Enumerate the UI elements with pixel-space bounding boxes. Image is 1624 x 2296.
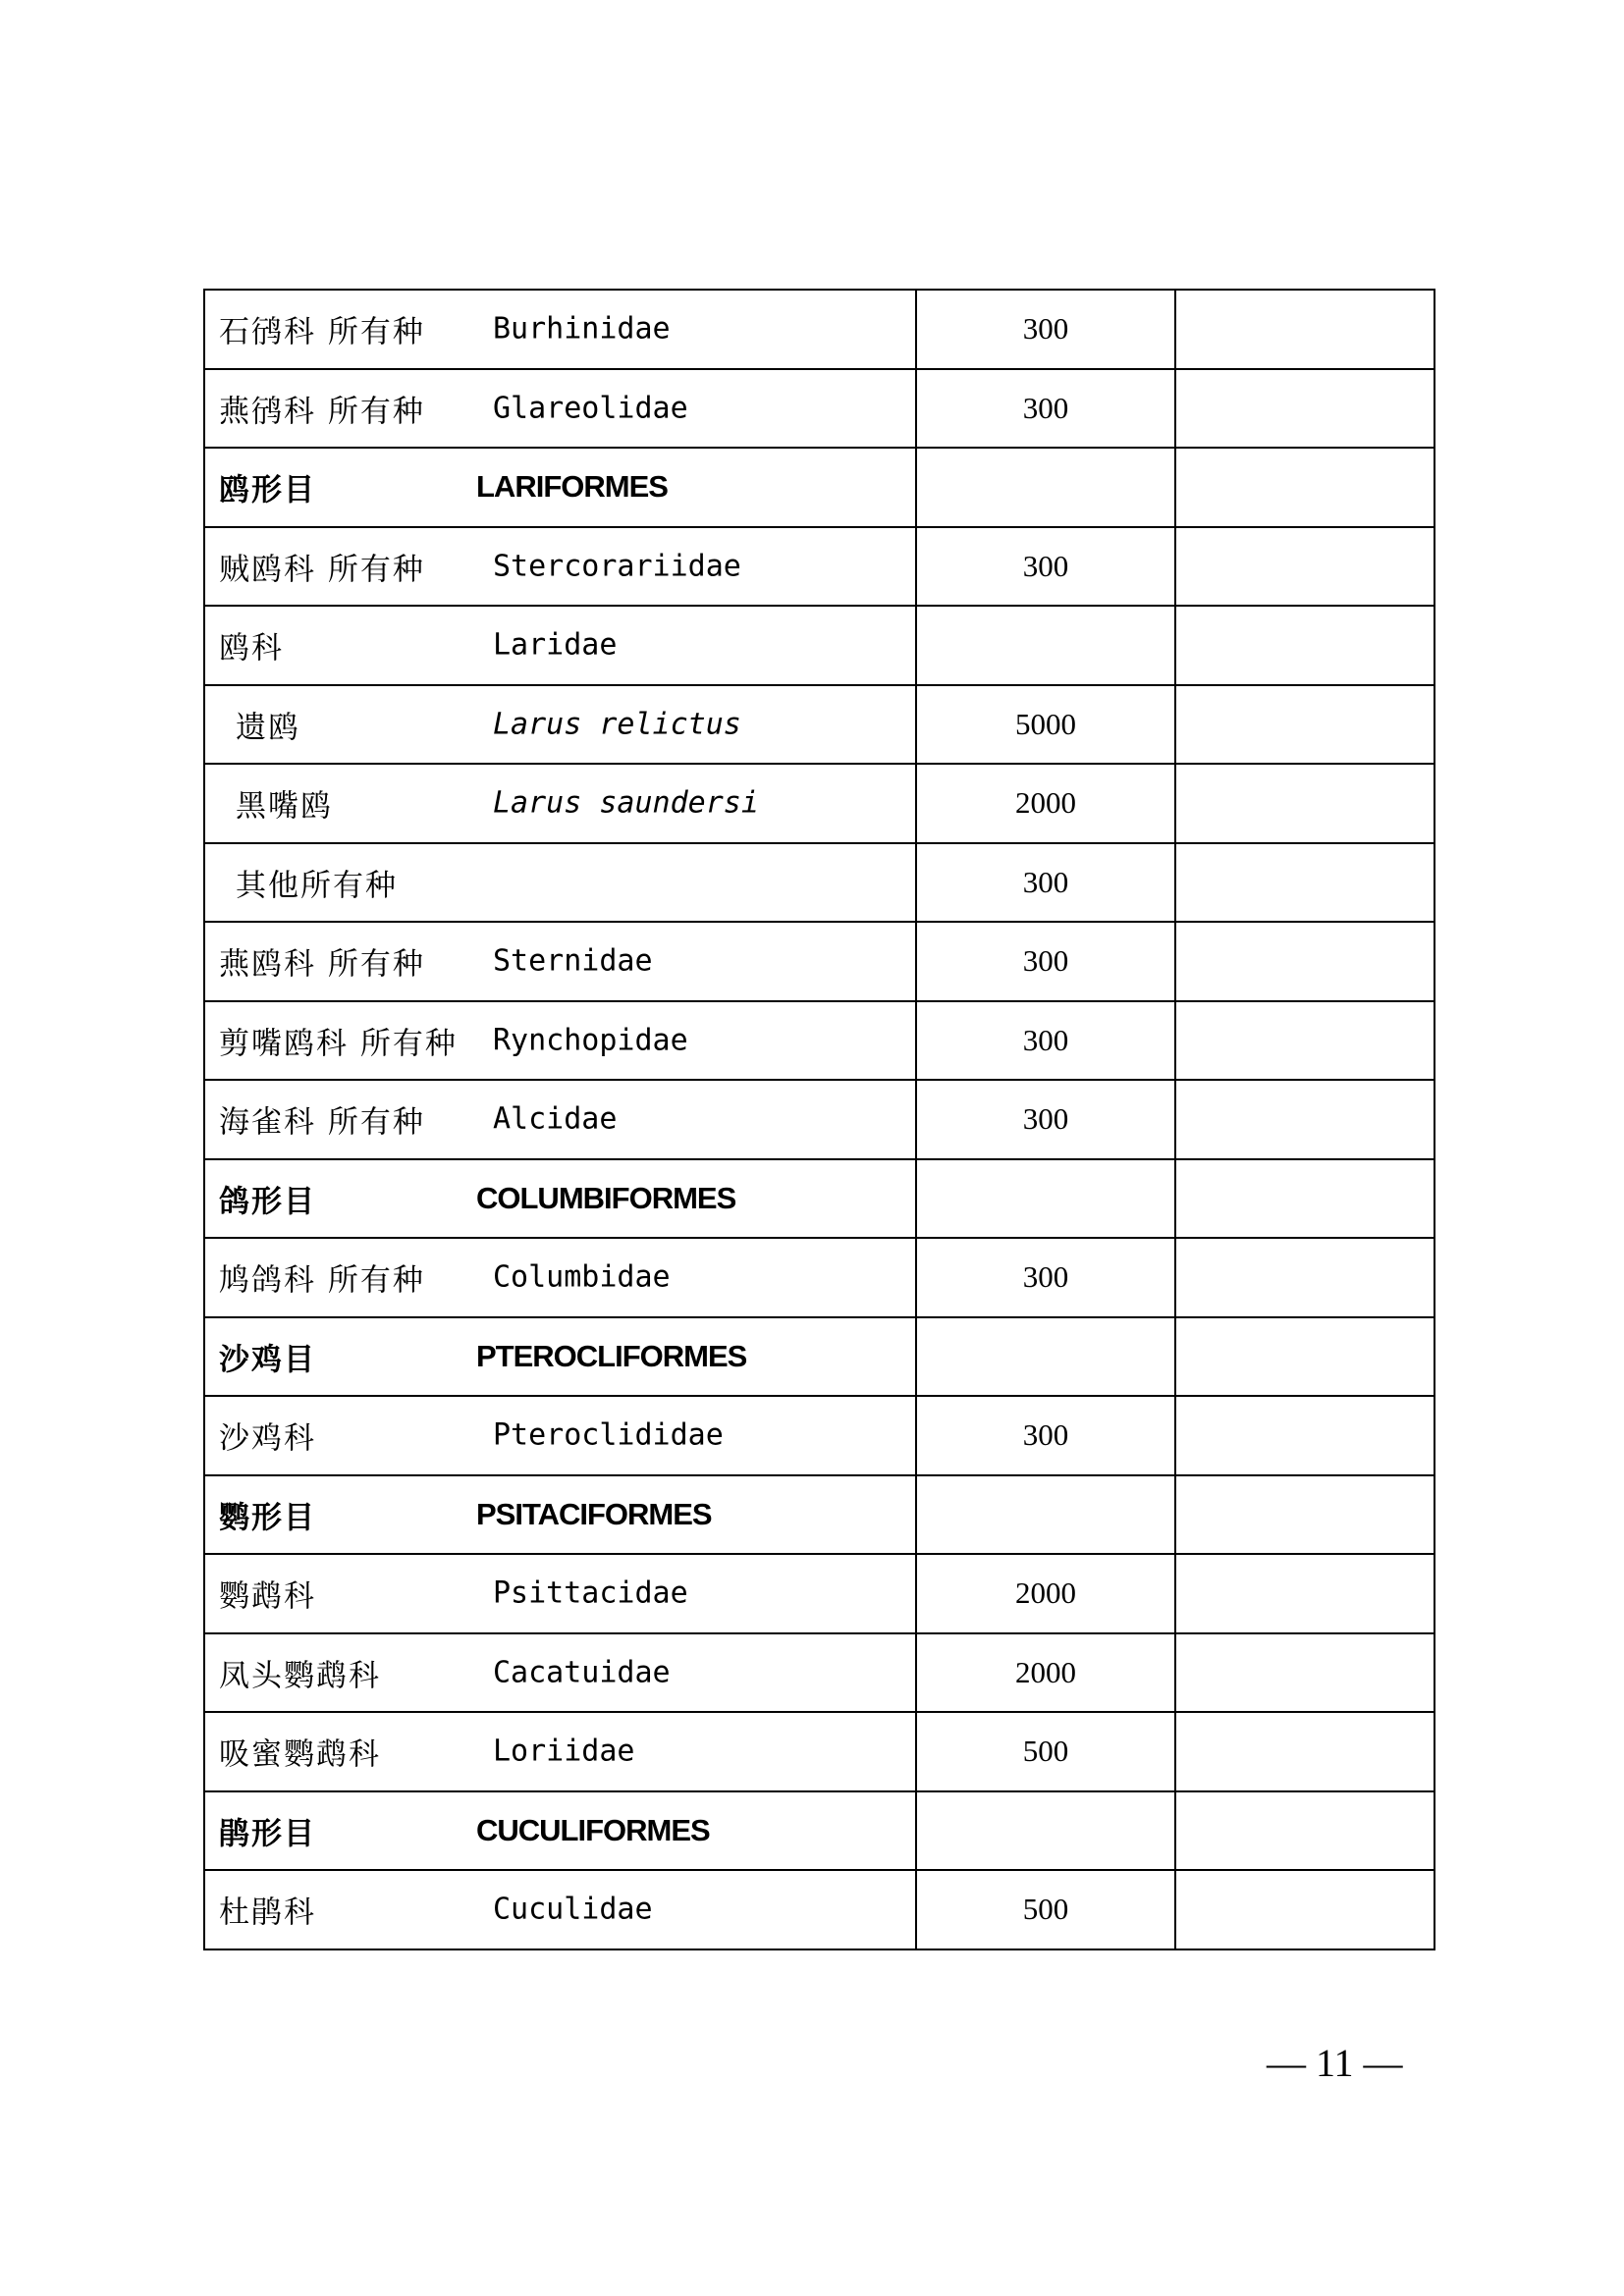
note-cell	[1175, 1475, 1435, 1555]
chinese-name: 鸽形目	[219, 1184, 316, 1220]
value-cell: 300	[916, 369, 1175, 449]
chinese-name: 鸠鸽科 所有种	[219, 1262, 425, 1299]
table-row	[204, 527, 1435, 607]
table-row	[204, 922, 1435, 1001]
table-row	[204, 606, 1435, 685]
table-row	[204, 1554, 1435, 1633]
name-cell	[204, 685, 916, 765]
table-body	[204, 290, 1435, 1949]
name-cell	[204, 1633, 916, 1713]
table-row	[204, 1396, 1435, 1475]
name-cell	[204, 1396, 916, 1475]
chinese-name: 燕鸥科 所有种	[219, 946, 425, 983]
latin-name: Larus saundersi	[493, 785, 759, 821]
latin-name: Rynchopidae	[493, 1023, 688, 1058]
table-row	[204, 764, 1435, 843]
table-row	[204, 1633, 1435, 1713]
latin-name: Larus relictus	[493, 707, 741, 742]
value-cell	[916, 1317, 1175, 1397]
chinese-name: 其他所有种	[236, 868, 398, 904]
latin-name: Sternidae	[493, 943, 653, 979]
order-row	[204, 1791, 1435, 1871]
latin-name: Columbidae	[493, 1259, 671, 1295]
value-cell: 500	[916, 1712, 1175, 1791]
name-cell	[204, 1870, 916, 1949]
latin-name: PTEROCLIFORMES	[476, 1338, 747, 1373]
value-cell: 300	[916, 922, 1175, 1001]
table-row	[204, 1238, 1435, 1317]
latin-name: PSITACIFORMES	[476, 1496, 712, 1531]
latin-name: LARIFORMES	[476, 469, 668, 505]
note-cell	[1175, 606, 1435, 685]
table-row	[204, 290, 1435, 369]
table-row	[204, 843, 1435, 923]
table-row	[204, 1712, 1435, 1791]
latin-name: Cacatuidae	[493, 1655, 671, 1690]
value-cell	[916, 448, 1175, 527]
chinese-name: 沙鸡科	[219, 1420, 316, 1457]
name-cell	[204, 606, 916, 685]
name-cell	[204, 1554, 916, 1633]
page-number: — 11 —	[1267, 2041, 1403, 2085]
name-cell	[204, 1712, 916, 1791]
latin-name: Glareolidae	[493, 391, 688, 426]
table-row	[204, 369, 1435, 449]
name-cell	[204, 1238, 916, 1317]
chinese-name: 燕鸻科 所有种	[219, 394, 425, 430]
value-cell: 300	[916, 1001, 1175, 1081]
note-cell	[1175, 1396, 1435, 1475]
name-cell	[204, 1080, 916, 1159]
name-cell	[204, 369, 916, 449]
latin-name: Psittacidae	[493, 1575, 688, 1611]
value-cell: 300	[916, 1238, 1175, 1317]
order-row	[204, 448, 1435, 527]
value-cell: 300	[916, 527, 1175, 607]
value-cell: 300	[916, 1396, 1175, 1475]
chinese-name: 鸥科	[219, 630, 284, 667]
value-cell: 5000	[916, 685, 1175, 765]
chinese-name: 杜鹃科	[219, 1895, 316, 1931]
table-row	[204, 1870, 1435, 1949]
latin-name: Loriidae	[493, 1734, 635, 1769]
value-cell	[916, 1159, 1175, 1239]
latin-name: Cuculidae	[493, 1892, 653, 1927]
latin-name: Alcidae	[493, 1101, 618, 1137]
value-cell: 300	[916, 843, 1175, 923]
note-cell	[1175, 1712, 1435, 1791]
name-cell	[204, 1475, 916, 1555]
note-cell	[1175, 685, 1435, 765]
species-value-table	[203, 289, 1435, 1950]
chinese-name: 海雀科 所有种	[219, 1104, 425, 1141]
chinese-name: 鹦形目	[219, 1500, 316, 1536]
latin-name: CUCULIFORMES	[476, 1812, 710, 1847]
note-cell	[1175, 1159, 1435, 1239]
chinese-name: 鸥形目	[219, 472, 316, 508]
value-cell: 2000	[916, 1554, 1175, 1633]
table-row	[204, 1001, 1435, 1081]
note-cell	[1175, 1317, 1435, 1397]
latin-name: Burhinidae	[493, 311, 671, 347]
note-cell	[1175, 843, 1435, 923]
name-cell	[204, 843, 916, 923]
value-cell: 2000	[916, 1633, 1175, 1713]
name-cell	[204, 290, 916, 369]
latin-name: Pteroclididae	[493, 1417, 724, 1453]
chinese-name: 遗鸥	[236, 710, 300, 746]
chinese-name: 沙鸡目	[219, 1342, 316, 1378]
order-row	[204, 1317, 1435, 1397]
name-cell	[204, 1791, 916, 1871]
name-cell	[204, 1317, 916, 1397]
table-row	[204, 1080, 1435, 1159]
value-cell: 500	[916, 1870, 1175, 1949]
chinese-name: 石鸻科 所有种	[219, 314, 425, 350]
name-cell	[204, 1001, 916, 1081]
chinese-name: 吸蜜鹦鹉科	[219, 1736, 381, 1773]
name-cell	[204, 448, 916, 527]
note-cell	[1175, 764, 1435, 843]
value-cell: 300	[916, 1080, 1175, 1159]
chinese-name: 黑嘴鸥	[236, 788, 333, 825]
note-cell	[1175, 1870, 1435, 1949]
note-cell	[1175, 369, 1435, 449]
value-cell: 300	[916, 290, 1175, 369]
order-row	[204, 1475, 1435, 1555]
note-cell	[1175, 527, 1435, 607]
note-cell	[1175, 448, 1435, 527]
note-cell	[1175, 1080, 1435, 1159]
chinese-name: 剪嘴鸥科 所有种	[219, 1026, 458, 1062]
note-cell	[1175, 1238, 1435, 1317]
latin-name: Laridae	[493, 627, 618, 663]
value-cell: 2000	[916, 764, 1175, 843]
chinese-name: 鹃形目	[219, 1816, 316, 1852]
note-cell	[1175, 1001, 1435, 1081]
value-cell	[916, 606, 1175, 685]
name-cell	[204, 764, 916, 843]
note-cell	[1175, 1791, 1435, 1871]
latin-name: Stercorariidae	[493, 549, 741, 584]
name-cell	[204, 1159, 916, 1239]
table-row	[204, 685, 1435, 765]
name-cell	[204, 527, 916, 607]
latin-name: COLUMBIFORMES	[476, 1180, 736, 1215]
chinese-name: 贼鸥科 所有种	[219, 552, 425, 588]
chinese-name: 凤头鹦鹉科	[219, 1658, 381, 1694]
note-cell	[1175, 922, 1435, 1001]
name-cell	[204, 922, 916, 1001]
note-cell	[1175, 1554, 1435, 1633]
note-cell	[1175, 290, 1435, 369]
chinese-name: 鹦鹉科	[219, 1578, 316, 1615]
order-row	[204, 1159, 1435, 1239]
value-cell	[916, 1475, 1175, 1555]
value-cell	[916, 1791, 1175, 1871]
note-cell	[1175, 1633, 1435, 1713]
